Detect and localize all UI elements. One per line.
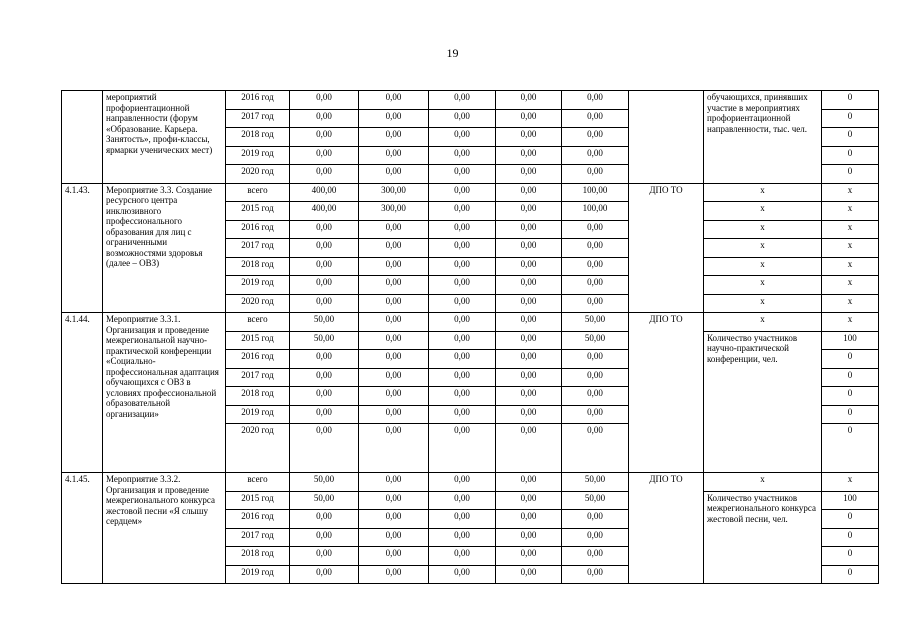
value-cell: 400,00 <box>290 183 359 202</box>
year-cell: 2016 год <box>226 510 290 529</box>
year-cell: 2020 год <box>226 294 290 313</box>
value-cell: 0,00 <box>562 276 629 295</box>
year-cell: 2016 год <box>226 220 290 239</box>
value-cell: 0,00 <box>359 128 429 147</box>
value-cell: 0,00 <box>359 294 429 313</box>
value-cell: 0,00 <box>429 510 496 529</box>
value-cell: 0,00 <box>290 424 359 473</box>
target-value-cell: х <box>822 202 879 221</box>
responsible-cell: ДПО ТО <box>629 473 704 584</box>
value-cell: 0,00 <box>496 547 562 566</box>
target-value-cell: 0 <box>822 565 879 584</box>
year-cell: всего <box>226 473 290 492</box>
value-cell: 0,00 <box>429 405 496 424</box>
value-cell: 0,00 <box>429 239 496 258</box>
value-cell: 0,00 <box>429 473 496 492</box>
value-cell: 0,00 <box>496 128 562 147</box>
value-cell: 0,00 <box>496 424 562 473</box>
value-cell: 0,00 <box>562 146 629 165</box>
value-cell: 0,00 <box>359 239 429 258</box>
value-cell: 50,00 <box>290 473 359 492</box>
value-cell: 0,00 <box>429 257 496 276</box>
item-number-cell <box>62 91 103 184</box>
target-value-cell: 100 <box>822 491 879 510</box>
value-cell: 0,00 <box>429 276 496 295</box>
value-cell: 50,00 <box>562 491 629 510</box>
value-cell: 0,00 <box>290 510 359 529</box>
year-cell: 2017 год <box>226 109 290 128</box>
year-cell: 2019 год <box>226 405 290 424</box>
table-row <box>62 313 879 332</box>
year-cell: 2018 год <box>226 547 290 566</box>
value-cell: 0,00 <box>290 294 359 313</box>
value-cell: 0,00 <box>359 220 429 239</box>
target-value-cell: 0 <box>822 109 879 128</box>
indicator-cell: х <box>704 294 822 313</box>
year-cell: 2019 год <box>226 565 290 584</box>
target-value-cell: х <box>822 239 879 258</box>
value-cell: 0,00 <box>290 91 359 110</box>
item-number-cell: 4.1.45. <box>62 473 103 584</box>
year-cell: 2017 год <box>226 239 290 258</box>
value-cell: 0,00 <box>290 239 359 258</box>
target-value-cell: х <box>822 473 879 492</box>
value-cell: 0,00 <box>496 510 562 529</box>
target-value-cell: 0 <box>822 387 879 406</box>
value-cell: 0,00 <box>290 387 359 406</box>
year-cell: 2019 год <box>226 276 290 295</box>
year-cell: 2015 год <box>226 202 290 221</box>
value-cell: 0,00 <box>290 350 359 369</box>
value-cell: 0,00 <box>562 109 629 128</box>
target-value-cell: 0 <box>822 165 879 184</box>
value-cell: 0,00 <box>290 220 359 239</box>
value-cell: 0,00 <box>562 424 629 473</box>
responsible-cell: ДПО ТО <box>629 183 704 313</box>
value-cell: 0,00 <box>429 109 496 128</box>
target-value-cell: х <box>822 276 879 295</box>
value-cell: 0,00 <box>290 109 359 128</box>
value-cell: 0,00 <box>496 294 562 313</box>
year-cell: всего <box>226 183 290 202</box>
value-cell: 50,00 <box>562 313 629 332</box>
value-cell: 0,00 <box>429 202 496 221</box>
value-cell: 0,00 <box>496 350 562 369</box>
value-cell: 0,00 <box>359 491 429 510</box>
value-cell: 0,00 <box>562 91 629 110</box>
value-cell: 0,00 <box>496 387 562 406</box>
value-cell: 0,00 <box>562 565 629 584</box>
table-row <box>62 183 879 202</box>
page-number: 19 <box>446 46 459 60</box>
value-cell: 0,00 <box>429 165 496 184</box>
target-value-cell: 0 <box>822 528 879 547</box>
value-cell: 0,00 <box>359 109 429 128</box>
value-cell: 0,00 <box>359 473 429 492</box>
target-value-cell: 0 <box>822 510 879 529</box>
value-cell: 0,00 <box>359 547 429 566</box>
value-cell: 0,00 <box>359 146 429 165</box>
value-cell: 0,00 <box>496 528 562 547</box>
year-cell: 2016 год <box>226 91 290 110</box>
value-cell: 0,00 <box>562 547 629 566</box>
value-cell: 0,00 <box>562 350 629 369</box>
item-number-cell: 4.1.43. <box>62 183 103 313</box>
activity-name-cell: мероприятий профориентационной направленности (форум «Образование. Карьера. Занятость», профи-классы, ярмарки ученических мест) <box>103 91 226 184</box>
value-cell: 0,00 <box>496 109 562 128</box>
year-cell: 2018 год <box>226 387 290 406</box>
target-value-cell: 0 <box>822 350 879 369</box>
target-value-cell: 0 <box>822 368 879 387</box>
target-value-cell: х <box>822 257 879 276</box>
value-cell: 100,00 <box>562 202 629 221</box>
value-cell: 0,00 <box>496 405 562 424</box>
value-cell: 300,00 <box>359 202 429 221</box>
value-cell: 0,00 <box>562 220 629 239</box>
value-cell: 0,00 <box>359 276 429 295</box>
value-cell: 100,00 <box>562 183 629 202</box>
activity-name-cell: Мероприятие 3.3.1. Организация и проведение межрегиональной научно-практической конференции «Социально-профессиональная адаптация обучающихся с ОВЗ в условиях профессиональной образовательной организации» <box>103 313 226 473</box>
target-value-cell: 0 <box>822 405 879 424</box>
value-cell: 0,00 <box>562 128 629 147</box>
table-row <box>62 91 879 110</box>
value-cell: 0,00 <box>496 331 562 350</box>
indicator-cell: х <box>704 257 822 276</box>
value-cell: 0,00 <box>562 368 629 387</box>
value-cell: 50,00 <box>562 331 629 350</box>
value-cell: 0,00 <box>496 239 562 258</box>
value-cell: 0,00 <box>429 128 496 147</box>
year-cell: всего <box>226 313 290 332</box>
value-cell: 0,00 <box>496 257 562 276</box>
indicator-cell: Количество участников научно-практической конференции, чел. <box>704 331 822 473</box>
value-cell: 0,00 <box>496 313 562 332</box>
indicator-cell: Количество участников межрегионального конкурса жестовой песни, чел. <box>704 491 822 584</box>
year-cell: 2016 год <box>226 350 290 369</box>
value-cell: 0,00 <box>359 528 429 547</box>
value-cell: 50,00 <box>290 313 359 332</box>
activity-name-cell: Мероприятие 3.3. Создание ресурсного центра инклюзивного профессионального образования для лиц с ограниченными возможностями здоровья (далее – ОВЗ) <box>103 183 226 313</box>
year-cell: 2015 год <box>226 331 290 350</box>
value-cell: 0,00 <box>562 510 629 529</box>
value-cell: 0,00 <box>290 165 359 184</box>
value-cell: 0,00 <box>429 368 496 387</box>
value-cell: 0,00 <box>429 183 496 202</box>
target-value-cell: х <box>822 183 879 202</box>
target-value-cell: х <box>822 313 879 332</box>
responsible-cell <box>629 91 704 184</box>
value-cell: 0,00 <box>359 165 429 184</box>
target-value-cell: 0 <box>822 424 879 473</box>
indicator-cell: х <box>704 220 822 239</box>
value-cell: 0,00 <box>429 350 496 369</box>
value-cell: 0,00 <box>359 387 429 406</box>
indicator-cell: х <box>704 239 822 258</box>
value-cell: 0,00 <box>290 146 359 165</box>
value-cell: 0,00 <box>429 91 496 110</box>
value-cell: 0,00 <box>562 405 629 424</box>
value-cell: 0,00 <box>429 313 496 332</box>
year-cell: 2020 год <box>226 424 290 473</box>
target-value-cell: 0 <box>822 146 879 165</box>
value-cell: 50,00 <box>290 491 359 510</box>
year-cell: 2019 год <box>226 146 290 165</box>
value-cell: 0,00 <box>496 183 562 202</box>
value-cell: 0,00 <box>359 313 429 332</box>
indicator-cell: х <box>704 276 822 295</box>
value-cell: 0,00 <box>562 294 629 313</box>
value-cell: 0,00 <box>562 165 629 184</box>
year-cell: 2018 год <box>226 257 290 276</box>
value-cell: 0,00 <box>429 220 496 239</box>
value-cell: 300,00 <box>359 183 429 202</box>
value-cell: 50,00 <box>290 331 359 350</box>
indicator-cell: обучающихся, принявших участие в мероприятиях профориентационной направленности, тыс. чел. <box>704 91 822 184</box>
value-cell: 0,00 <box>429 424 496 473</box>
value-cell: 50,00 <box>562 473 629 492</box>
value-cell: 0,00 <box>429 565 496 584</box>
value-cell: 0,00 <box>496 368 562 387</box>
value-cell: 0,00 <box>562 239 629 258</box>
value-cell: 0,00 <box>496 146 562 165</box>
value-cell: 0,00 <box>290 528 359 547</box>
responsible-cell: ДПО ТО <box>629 313 704 473</box>
item-number-cell: 4.1.44. <box>62 313 103 473</box>
value-cell: 0,00 <box>562 387 629 406</box>
target-value-cell: 0 <box>822 91 879 110</box>
value-cell: 0,00 <box>429 547 496 566</box>
indicator-cell: х <box>704 313 822 332</box>
target-value-cell: х <box>822 294 879 313</box>
year-cell: 2020 год <box>226 165 290 184</box>
value-cell: 0,00 <box>290 547 359 566</box>
value-cell: 400,00 <box>290 202 359 221</box>
value-cell: 0,00 <box>359 350 429 369</box>
value-cell: 0,00 <box>562 528 629 547</box>
indicator-cell: х <box>704 473 822 492</box>
value-cell: 0,00 <box>359 331 429 350</box>
value-cell: 0,00 <box>359 510 429 529</box>
value-cell: 0,00 <box>359 565 429 584</box>
program-activities-table <box>61 90 879 584</box>
indicator-cell: х <box>704 183 822 202</box>
value-cell: 0,00 <box>496 220 562 239</box>
target-value-cell: 0 <box>822 547 879 566</box>
value-cell: 0,00 <box>496 165 562 184</box>
year-cell: 2017 год <box>226 528 290 547</box>
value-cell: 0,00 <box>290 257 359 276</box>
value-cell: 0,00 <box>290 276 359 295</box>
target-value-cell: х <box>822 220 879 239</box>
value-cell: 0,00 <box>496 276 562 295</box>
activity-name-cell: Мероприятие 3.3.2. Организация и проведение межрегионального конкурса жестовой песни «Я слышу сердцем» <box>103 473 226 584</box>
value-cell: 0,00 <box>359 368 429 387</box>
value-cell: 0,00 <box>290 128 359 147</box>
value-cell: 0,00 <box>429 491 496 510</box>
value-cell: 0,00 <box>429 294 496 313</box>
indicator-cell: х <box>704 202 822 221</box>
value-cell: 0,00 <box>496 491 562 510</box>
value-cell: 0,00 <box>496 202 562 221</box>
value-cell: 0,00 <box>429 528 496 547</box>
value-cell: 0,00 <box>496 565 562 584</box>
value-cell: 0,00 <box>290 368 359 387</box>
value-cell: 0,00 <box>359 424 429 473</box>
value-cell: 0,00 <box>496 473 562 492</box>
value-cell: 0,00 <box>429 146 496 165</box>
value-cell: 0,00 <box>359 91 429 110</box>
value-cell: 0,00 <box>359 257 429 276</box>
value-cell: 0,00 <box>562 257 629 276</box>
value-cell: 0,00 <box>429 387 496 406</box>
target-value-cell: 0 <box>822 128 879 147</box>
table-row <box>62 473 879 492</box>
year-cell: 2018 год <box>226 128 290 147</box>
value-cell: 0,00 <box>290 565 359 584</box>
target-value-cell: 100 <box>822 331 879 350</box>
year-cell: 2017 год <box>226 368 290 387</box>
value-cell: 0,00 <box>496 91 562 110</box>
value-cell: 0,00 <box>290 405 359 424</box>
year-cell: 2015 год <box>226 491 290 510</box>
value-cell: 0,00 <box>359 405 429 424</box>
value-cell: 0,00 <box>429 331 496 350</box>
